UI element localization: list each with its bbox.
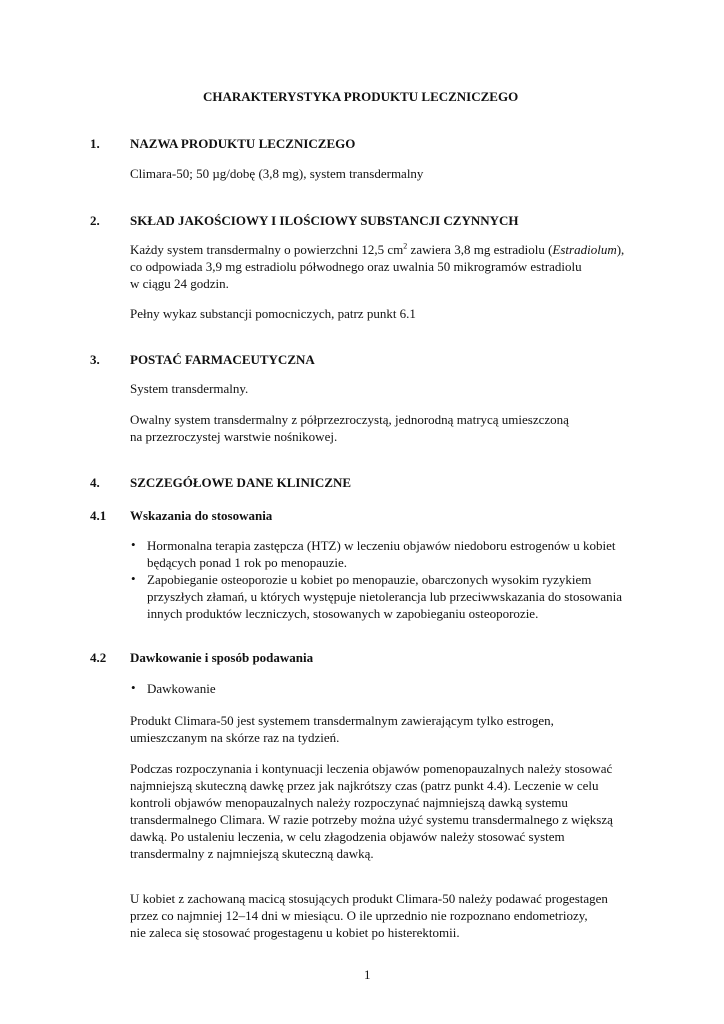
indication-1-line-1: Hormonalna terapia zastępcza (HTZ) w leczeniu objawów niedoboru estrogenów u kobiet [147,538,616,553]
section-3-number: 3. [90,352,100,367]
section-1-heading: NAZWA PRODUKTU LECZNICZEGO [130,136,356,151]
document-title: CHARAKTERYSTYKA PRODUKTU LECZNICZEGO [203,89,519,104]
section-2-line-1c: ), [616,242,625,257]
dosage-p2-line-2: najmniejszą skuteczną dawkę przez jak najkrótszy czas (patrz punkt 4.4). Leczenie w celu [130,778,599,793]
indication-2-line-3: innych produktów leczniczych, stosowanych w zapobieganiu osteoporozie. [147,606,539,621]
dosage-p2-line-3: kontroli objawów menopauzalnych należy rozpoczynać najmniejszą dawką systemu [130,795,568,810]
section-2-heading: SKŁAD JAKOŚCIOWY I ILOŚCIOWY SUBSTANCJI CZYNNYCH [130,213,519,228]
latin-name: Estradiolum [552,242,617,257]
section-4-1-heading: Wskazania do stosowania [130,508,273,523]
section-4-2-number: 4.2 [90,650,107,665]
section-4-heading: SZCZEGÓŁOWE DANE KLINICZNE [130,475,352,490]
dosage-p2-line-4: transdermalnego Climara. W razie potrzeby można użyć systemu transdermalnego z większą [130,812,613,827]
section-2-line-2: co odpowiada 3,9 mg estradiolu półwodnego oraz uwalnia 50 mikrogramów estradiolu [130,259,582,274]
superscript: 2 [403,241,408,251]
indication-1-line-2: będących ponad 1 rok po menopauzie. [147,555,347,570]
section-3-line-2: Owalny system transdermalny z półprzezroczystą, jednorodną matrycą umieszczoną [130,412,569,427]
section-2-line-3: w ciągu 24 godzin. [130,276,229,291]
section-2-line-1a: Każdy system transdermalny o powierzchni 12,5 cm [130,242,404,257]
dosage-bullet: Dawkowanie [147,681,216,696]
section-2-line-1b: zawiera 3,8 mg estradiolu ( [407,242,553,257]
dosage-p3-line-1: U kobiet z zachowaną macicą stosujących produkt Climara-50 należy podawać progestagen [130,891,608,906]
bullet-icon: • [131,571,136,586]
dosage-p2-line-1: Podczas rozpoczynania i kontynuacji leczenia objawów pomenopauzalnych należy stosować [130,761,613,776]
section-1-text: Climara-50; 50 µg/dobę (3,8 mg), system transdermalny [130,166,424,181]
dosage-p3-line-3: nie zaleca się stosować progestagenu u kobiet po histerektomii. [130,925,460,940]
dosage-p2-line-6: transdermalny z najmniejszą skuteczną dawką. [130,846,374,861]
section-2-line-1 [130,241,624,258]
indication-2-line-1: Zapobieganie osteoporozie u kobiet po menopauzie, obarczonych wysokim ryzykiem [147,572,592,587]
dosage-p2-line-5: dawką. Po ustaleniu leczenia, w celu złagodzenia objawów należy stosować system [130,829,565,844]
bullet-icon: • [131,537,136,552]
bullet-icon: • [131,680,136,695]
dosage-p3-line-2: przez co najmniej 12–14 dni w miesiącu. O ile uprzednio nie rozpoznano endometriozy, [130,908,588,923]
section-2-line-4: Pełny wykaz substancji pomocniczych, patrz punkt 6.1 [130,306,416,321]
page-number: 1 [364,967,371,982]
dosage-p1-line-1: Produkt Climara-50 jest systemem transdermalnym zawierającym tylko estrogen, [130,713,554,728]
dosage-p1-line-2: umieszczanym na skórze raz na tydzień. [130,730,340,745]
section-2-number: 2. [90,213,100,228]
section-4-1-number: 4.1 [90,508,107,523]
section-4-number: 4. [90,475,100,490]
section-3-line-3: na przezroczystej warstwie nośnikowej. [130,429,338,444]
section-3-heading: POSTAĆ FARMACEUTYCZNA [130,352,315,367]
section-4-2-heading: Dawkowanie i sposób podawania [130,650,314,665]
section-3-line-1: System transdermalny. [130,381,249,396]
indication-2-line-2: przyszłych złamań, u których występuje nietolerancja lub przeciwwskazania do stosowania [147,589,623,604]
section-1-number: 1. [90,136,100,151]
